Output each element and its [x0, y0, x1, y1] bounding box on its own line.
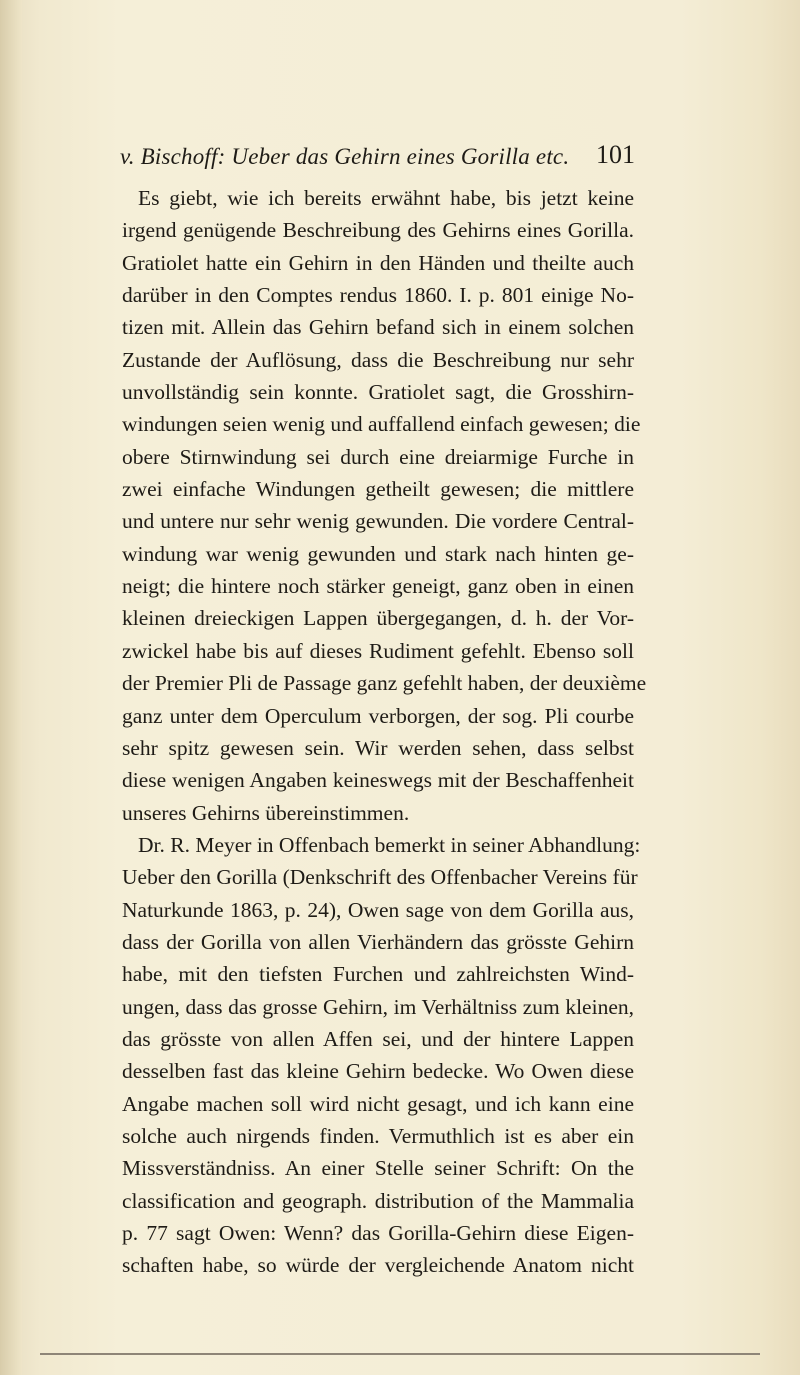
- text-line: Gratiolet hatte ein Gehirn in den Händen und theilte auch: [122, 250, 634, 275]
- text-line: windungen seien wenig und auffallend einfach gewesen; die: [122, 412, 641, 437]
- text-line: ungen, dass das grosse Gehirn, im Verhältniss zum kleinen,: [122, 994, 634, 1019]
- text-line: dass der Gorilla von allen Vierhändern das grösste Gehirn: [122, 929, 634, 954]
- text-line: obere Stirnwindung sei durch eine dreiarmige Furche in: [122, 444, 634, 469]
- text-line: zwei einfache Windungen getheilt gewesen; die mittlere: [122, 477, 634, 502]
- text-line: Zustande der Auflösung, dass die Beschreibung nur sehr: [122, 347, 634, 372]
- page-number: 101: [596, 140, 635, 169]
- body-text: [122, 182, 647, 1282]
- bottom-edge-line: [40, 1353, 760, 1355]
- text-line: der Premier Pli de Passage ganz gefehlt haben, der deuxième: [122, 671, 647, 696]
- text-line: Ueber den Gorilla (Denkschrift des Offenbacher Vereins für: [122, 865, 638, 890]
- text-line: darüber in den Comptes rendus 1860. I. p. 801 einige No-: [122, 283, 634, 308]
- text-line: das grösste von allen Affen sei, und der hintere Lappen: [122, 1026, 634, 1051]
- page-header: [120, 134, 635, 170]
- text-line: neigt; die hintere noch stärker geneigt, ganz oben in einen: [122, 574, 634, 599]
- text-line: Angabe machen soll wird nicht gesagt, und ich kann eine: [122, 1091, 634, 1116]
- text-line: unvollständig sein konnte. Gratiolet sagt, die Grosshirn-: [122, 380, 634, 405]
- text-line: Es giebt, wie ich bereits erwähnt habe, bis jetzt keine: [138, 186, 634, 210]
- text-line: schaften habe, so würde der vergleichende Anatom nicht: [122, 1253, 634, 1278]
- text-line: unseres Gehirns übereinstimmen.: [122, 800, 410, 825]
- text-line: desselben fast das kleine Gehirn bedecke. Wo Owen diese: [122, 1059, 634, 1084]
- text-line: Naturkunde 1863, p. 24), Owen sage von dem Gorilla aus,: [122, 897, 634, 922]
- text-line: windung war wenig gewunden und stark nach hinten ge-: [122, 541, 634, 566]
- text-line: Dr. R. Meyer in Offenbach bemerkt in seiner Abhandlung:: [138, 832, 641, 857]
- text-line: habe, mit den tiefsten Furchen und zahlreichsten Wind-: [122, 962, 634, 987]
- text-line: diese wenigen Angaben keineswegs mit der Beschaffenheit: [122, 768, 634, 793]
- text-line: zwickel habe bis auf dieses Rudiment gefehlt. Ebenso soll: [122, 638, 634, 663]
- text-line: classification and geograph. distribution of the Mammalia: [122, 1188, 634, 1213]
- text-line: p. 77 sagt Owen: Wenn? das Gorilla-Gehirn diese Eigen-: [122, 1221, 634, 1245]
- text-line: solche auch nirgends finden. Vermuthlich ist es aber ein: [122, 1123, 634, 1148]
- page-binding-edge: [0, 0, 22, 1375]
- text-line: kleinen dreieckigen Lappen übergegangen, d. h. der Vor-: [122, 606, 634, 631]
- running-head: v. Bischoff: Ueber das Gehirn eines Gorilla etc.: [120, 144, 570, 169]
- text-line: sehr spitz gewesen sein. Wir werden sehen, dass selbst: [122, 735, 634, 760]
- text-line: irgend genügende Beschreibung des Gehirns eines Gorilla.: [122, 218, 634, 243]
- text-line: ganz unter dem Operculum verborgen, der sog. Pli courbe: [122, 703, 634, 728]
- text-line: tizen mit. Allein das Gehirn befand sich in einem solchen: [122, 315, 634, 340]
- text-line: und untere nur sehr wenig gewunden. Die vordere Central-: [122, 509, 634, 534]
- text-line: Missverständniss. An einer Stelle seiner Schrift: On the: [122, 1156, 634, 1181]
